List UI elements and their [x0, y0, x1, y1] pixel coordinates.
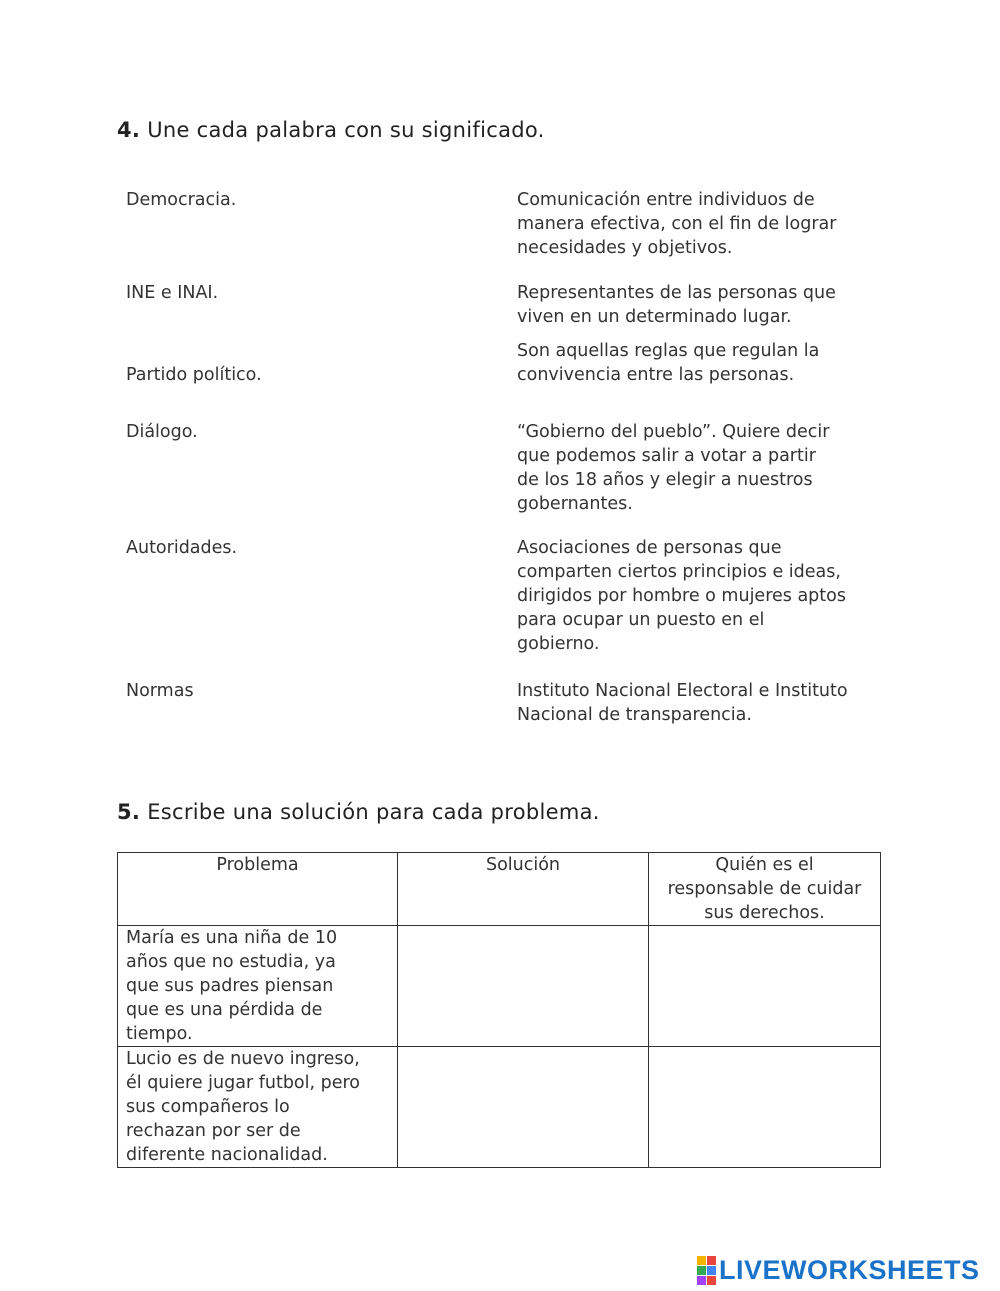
- logo-block: [697, 1276, 706, 1285]
- section-4-heading: [117, 118, 545, 142]
- section-5-number: 5.: [117, 800, 141, 824]
- definition-line: convivencia entre las personas.: [517, 365, 795, 385]
- definition-line: Representantes de las personas que: [517, 283, 836, 303]
- header-text: Quién es el responsable de cuidar sus derechos.: [667, 855, 862, 923]
- word-item[interactable]: INE e INAI.: [126, 283, 219, 303]
- word-item[interactable]: Autoridades.: [126, 538, 238, 558]
- definition-line: necesidades y objetivos.: [517, 238, 733, 258]
- definition-item[interactable]: [517, 536, 882, 656]
- definition-line: manera efectiva, con el fin de lograr: [517, 214, 837, 234]
- word-item[interactable]: Normas: [126, 681, 194, 701]
- word-item[interactable]: Democracia.: [126, 190, 237, 210]
- word-item[interactable]: Diálogo.: [126, 422, 198, 442]
- header-solucion: [398, 853, 649, 926]
- logo-block: [707, 1266, 716, 1275]
- table-header-row: [118, 853, 881, 926]
- definition-line: Comunicación entre individuos de: [517, 190, 815, 210]
- definition-line: gobierno.: [517, 634, 600, 654]
- header-text: Solución: [485, 855, 561, 875]
- definition-line: que podemos salir a votar a partir: [517, 446, 816, 466]
- responsible-cell[interactable]: [649, 1047, 881, 1168]
- definition-line: Son aquellas reglas que regulan la: [517, 341, 820, 361]
- definition-item[interactable]: [517, 420, 882, 516]
- definition-line: Asociaciones de personas que: [517, 538, 782, 558]
- liveworksheets-logo[interactable]: [697, 1255, 980, 1286]
- definition-line: dirigidos por hombre o mujeres aptos: [517, 586, 846, 606]
- table-row: [118, 1047, 881, 1168]
- definition-item[interactable]: [517, 339, 882, 387]
- problem-text: Lucio es de nuevo ingreso, él quiere jugar futbol, pero sus compañeros lo rechazan por ser de diferente nacionalidad.: [126, 1049, 361, 1165]
- definition-line: Nacional de transparencia.: [517, 705, 752, 725]
- problem-text: María es una niña de 10 años que no estudia, ya que sus padres piensan que es una pérdida de tiempo.: [126, 928, 338, 1044]
- definition-line: de los 18 años y elegir a nuestros: [517, 470, 813, 490]
- logo-text: LIVEWORKSHEETS: [719, 1255, 980, 1285]
- header-text: Problema: [216, 855, 299, 875]
- responsible-cell[interactable]: [649, 926, 881, 1047]
- definition-item[interactable]: [517, 679, 882, 727]
- definition-line: viven en un determinado lugar.: [517, 307, 792, 327]
- section-5-instruction: Escribe una solución para cada problema.: [147, 800, 600, 824]
- definition-item[interactable]: [517, 188, 882, 260]
- definition-line: gobernantes.: [517, 494, 633, 514]
- header-problema: [118, 853, 398, 926]
- logo-blocks-icon: [697, 1256, 716, 1285]
- problem-cell: [118, 1047, 398, 1168]
- logo-block: [707, 1276, 716, 1285]
- definition-line: “Gobierno del pueblo”. Quiere decir: [517, 422, 830, 442]
- definition-line: para ocupar un puesto en el: [517, 610, 765, 630]
- definition-item[interactable]: [517, 281, 882, 329]
- problem-table: [117, 852, 881, 1168]
- solution-cell[interactable]: [398, 926, 649, 1047]
- solution-cell[interactable]: [398, 1047, 649, 1168]
- logo-block: [707, 1256, 716, 1265]
- definition-line: Instituto Nacional Electoral e Instituto: [517, 681, 848, 701]
- word-item[interactable]: Partido político.: [126, 365, 262, 385]
- definition-line: comparten ciertos principios e ideas,: [517, 562, 841, 582]
- section-4-number: 4.: [117, 118, 141, 142]
- problem-cell: [118, 926, 398, 1047]
- section-5-heading: [117, 800, 600, 824]
- section-4-instruction: Une cada palabra con su significado.: [147, 118, 545, 142]
- logo-block: [697, 1266, 706, 1275]
- logo-block: [697, 1256, 706, 1265]
- table-row: [118, 926, 881, 1047]
- header-responsable: [649, 853, 881, 926]
